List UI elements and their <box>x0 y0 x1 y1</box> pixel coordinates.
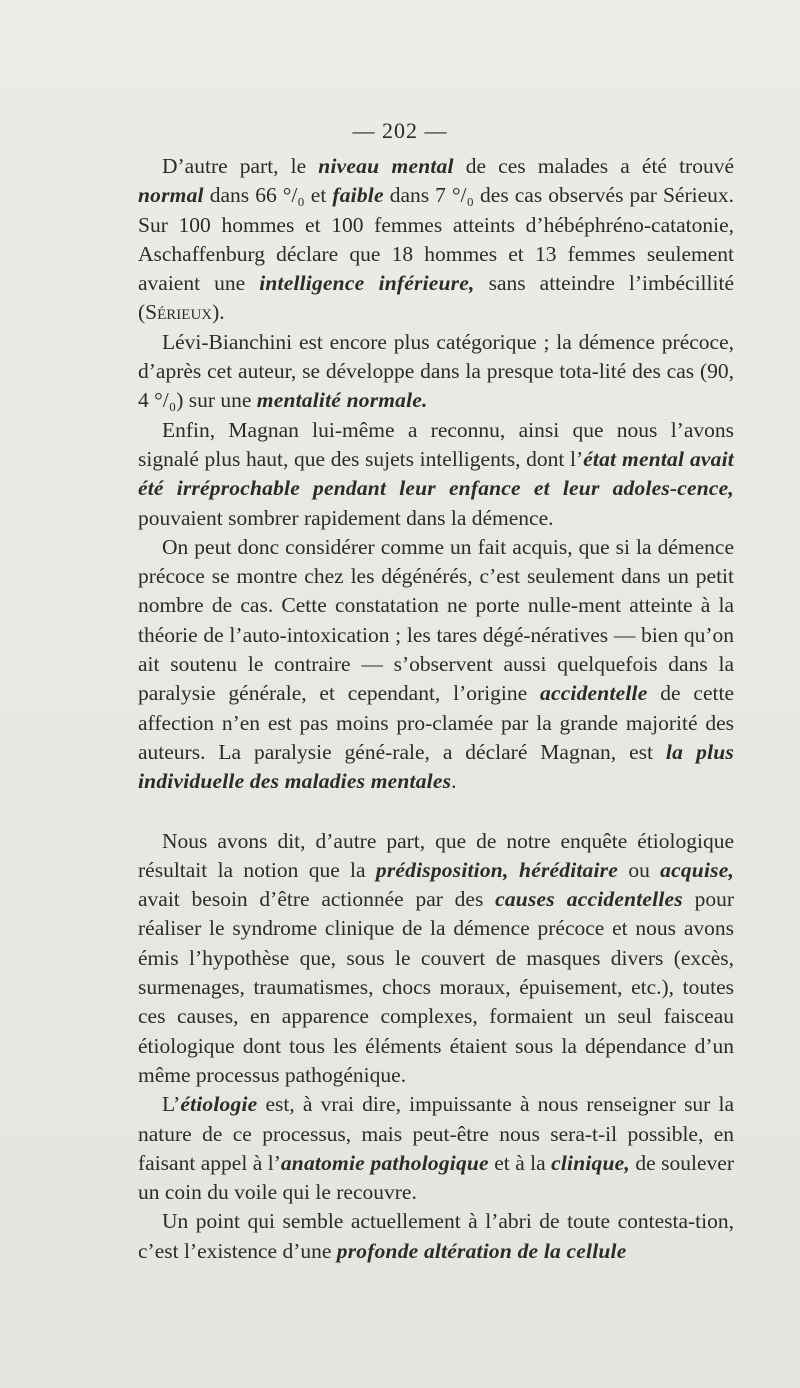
paragraph <box>138 1207 734 1266</box>
emphasis-text: causes accidentelles <box>495 887 683 912</box>
author-name: Sérieux <box>145 300 213 325</box>
text-run: Un point qui semble actuellement à l’abri de toute contesta-tion, c’est l’existence d’une <box>138 1209 734 1263</box>
text-run: . <box>451 769 457 794</box>
emphasis-text: état mental avait été irréprochable pendant leur enfance et leur adoles-cence, <box>138 446 734 501</box>
text-run: ou <box>618 857 661 882</box>
text-run: dans 7 °/₀ des cas observés par Sérieux. Sur 100 hommes et 100 femmes atteints d’hébéphréno-catatonie, Aschaffenburg déclare que 18 hommes et 13 femmes seulement avaient une <box>138 183 734 296</box>
page-number: — 202 — <box>352 118 448 143</box>
emphasis-text: prédisposition, héréditaire <box>375 857 618 882</box>
paragraph <box>138 416 734 533</box>
text-run: et à la <box>488 1150 552 1175</box>
paragraph <box>138 533 734 797</box>
text-run: Nous avons dit, d’autre part, que de notre enquête étiologique résultait la notion que la <box>138 828 734 882</box>
paragraph <box>138 827 734 1091</box>
emphasis-text: faible <box>332 183 384 208</box>
text-run: de ces malades a été trouvé <box>453 154 734 178</box>
text-run: est, à vrai dire, impuissante à nous renseigner sur la nature de ce processus, mais peut-être nous sera-t-il possible, en faisant appel à l’ <box>138 1092 734 1175</box>
emphasis-text: la plus individuelle des maladies mentales <box>138 739 734 794</box>
emphasis-text: anatomie pathologique <box>280 1150 489 1175</box>
text-run: Enfin, Magnan lui-même a reconnu, ainsi que nous l’avons signalé plus haut, que des sujets intelligents, dont l’ <box>138 417 734 471</box>
text-run: de soulever un coin du voile qui le recouvre. <box>138 1150 734 1205</box>
text-run: D’autre part, le <box>162 154 319 178</box>
text-run: L’ <box>162 1092 181 1117</box>
emphasis-text: acquise, <box>660 857 735 882</box>
text-run: Lévi-Bianchini est encore plus catégorique ; la démence précoce, d’après cet auteur, se développe dans la presque tota-lité des cas (90, 4 °/₀) sur une <box>138 329 734 413</box>
paragraph <box>138 328 734 416</box>
emphasis-text: profonde altération de la cellule <box>336 1238 627 1263</box>
text-run: ). <box>212 300 225 325</box>
body-text <box>138 152 734 1266</box>
emphasis-text: mentalité normale. <box>256 388 428 413</box>
text-run: dans 66 °/₀ et <box>203 183 333 208</box>
text-run: pour réaliser le syndrome clinique de la démence précoce et nous avons émis l’hypothèse que, sous le couvert de masques divers (excès, surmenages, traumatismes, chocs moraux, épuisement, etc.), toutes ces causes, en apparence complexes, formaient un seul faisceau étiologique dont tous les éléments étaient sous la dépendance d’un même processus pathogénique. <box>138 887 734 1087</box>
text-run: avait besoin d’être actionnée par des <box>138 887 496 912</box>
text-run: On peut donc considérer comme un fait acquis, que si la démence précoce se montre chez les dégénérés, c’est seulement dans un petit nombre de cas. Cette constatation ne porte nulle-ment atteinte à la théorie de l’auto-intoxication ; les tares dégé-nératives — bien qu’on ait soutenu le contraire — s’observent aussi quelquefois dans la paralysie générale, et cependant, l’origine <box>138 534 734 706</box>
text-run: de cette affection n’en est pas moins pro-clamée par la grande majorité des auteurs. La paralysie géné-rale, a déclaré Magnan, est <box>138 681 734 764</box>
paragraph <box>138 1090 734 1207</box>
emphasis-text: accidentelle <box>540 681 648 706</box>
emphasis-text: étiologie <box>180 1092 258 1117</box>
text-run: pouvaient sombrer rapidement dans la démence. <box>138 505 554 530</box>
emphasis-text: intelligence inférieure, <box>259 271 475 296</box>
text-run: sans atteindre l’imbécillité ( <box>138 271 734 325</box>
emphasis-text: niveau mental <box>318 154 454 178</box>
emphasis-text: normal <box>138 183 204 208</box>
emphasis-text: clinique, <box>551 1150 630 1175</box>
paragraph <box>138 152 734 328</box>
